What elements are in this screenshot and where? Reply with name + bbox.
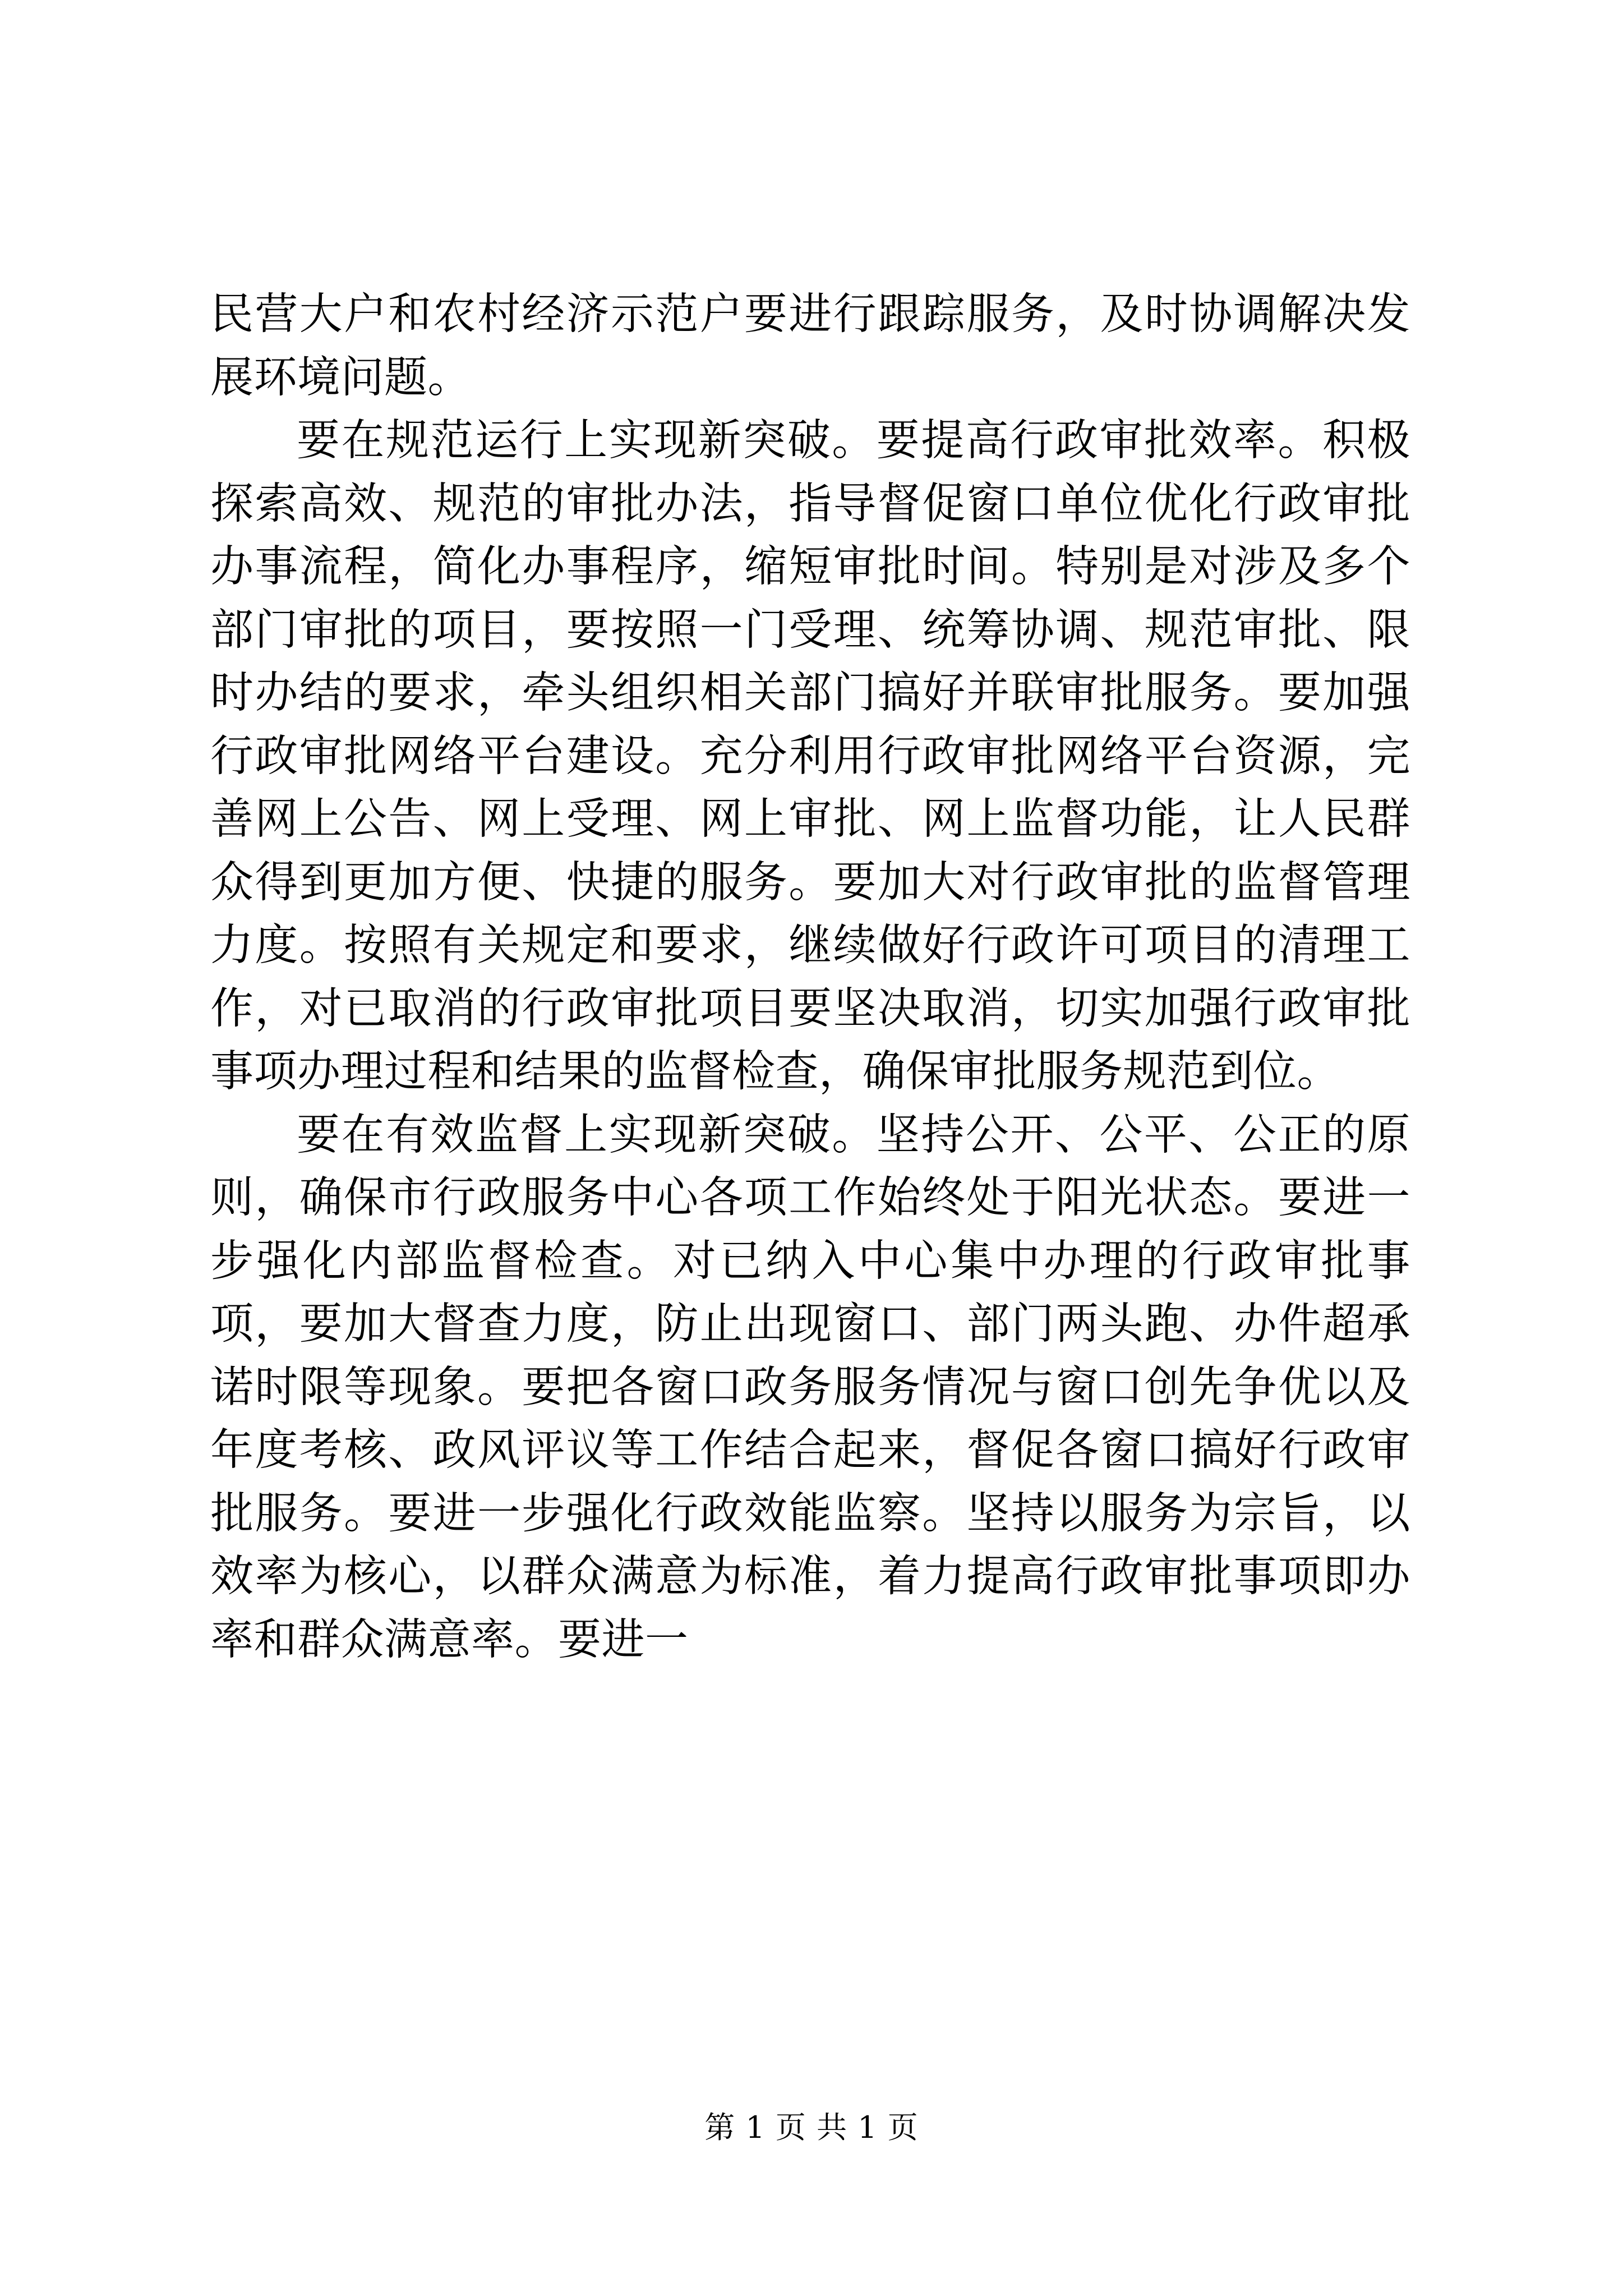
- page-number-footer: 第 1 页 共 1 页: [704, 2110, 919, 2145]
- paragraph-2: 要在规范运行上实现新突破。要提高行政审批效率。积极探索高效、规范的审批办法，指导督促窗口单位优化行政审批办事流程，简化办事程序，缩短审批时间。特别是对涉及多个部门审批的项目，要按照一门受理、统筹协调、规范审批、限时办结的要求，牵头组织相关部门搞好并联审批服务。要加强行政审批网络平台建设。充分利用行政审批网络平台资源，完善网上公告、网上受理、网上审批、网上监督功能，让人民群众得到更加方便、快捷的服务。要加大对行政审批的监督管理力度。按照有关规定和要求，继续做好行政许可项目的清理工作，对已取消的行政审批项目要坚决取消，切实加强行政审批事项办理过程和结果的监督检查，确保审批服务规范到位。: [210, 416, 1410, 1097]
- paragraph-1: 民营大户和农村经济示范户要进行跟踪服务，及时协调解决发展环境问题。: [210, 289, 1410, 403]
- paragraph-3: 要在有效监督上实现新突破。坚持公开、公平、公正的原则，确保市行政服务中心各项工作始终处于阳光状态。要进一步强化内部监督检查。对已纳入中心集中办理的行政审批事项，要加大督查力度，防止出现窗口、部门两头跑、办件超承诺时限等现象。要把各窗口政务服务情况与窗口创先争优以及年度考核、政风评议等工作结合起来，督促各窗口搞好行政审批服务。要进一步强化行政效能监察。坚持以服务为宗旨，以效率为核心，以群众满意为标准，着力提高行政审批事项即办率和群众满意率。要进一: [210, 1110, 1410, 1665]
- document-body: [210, 283, 1410, 1672]
